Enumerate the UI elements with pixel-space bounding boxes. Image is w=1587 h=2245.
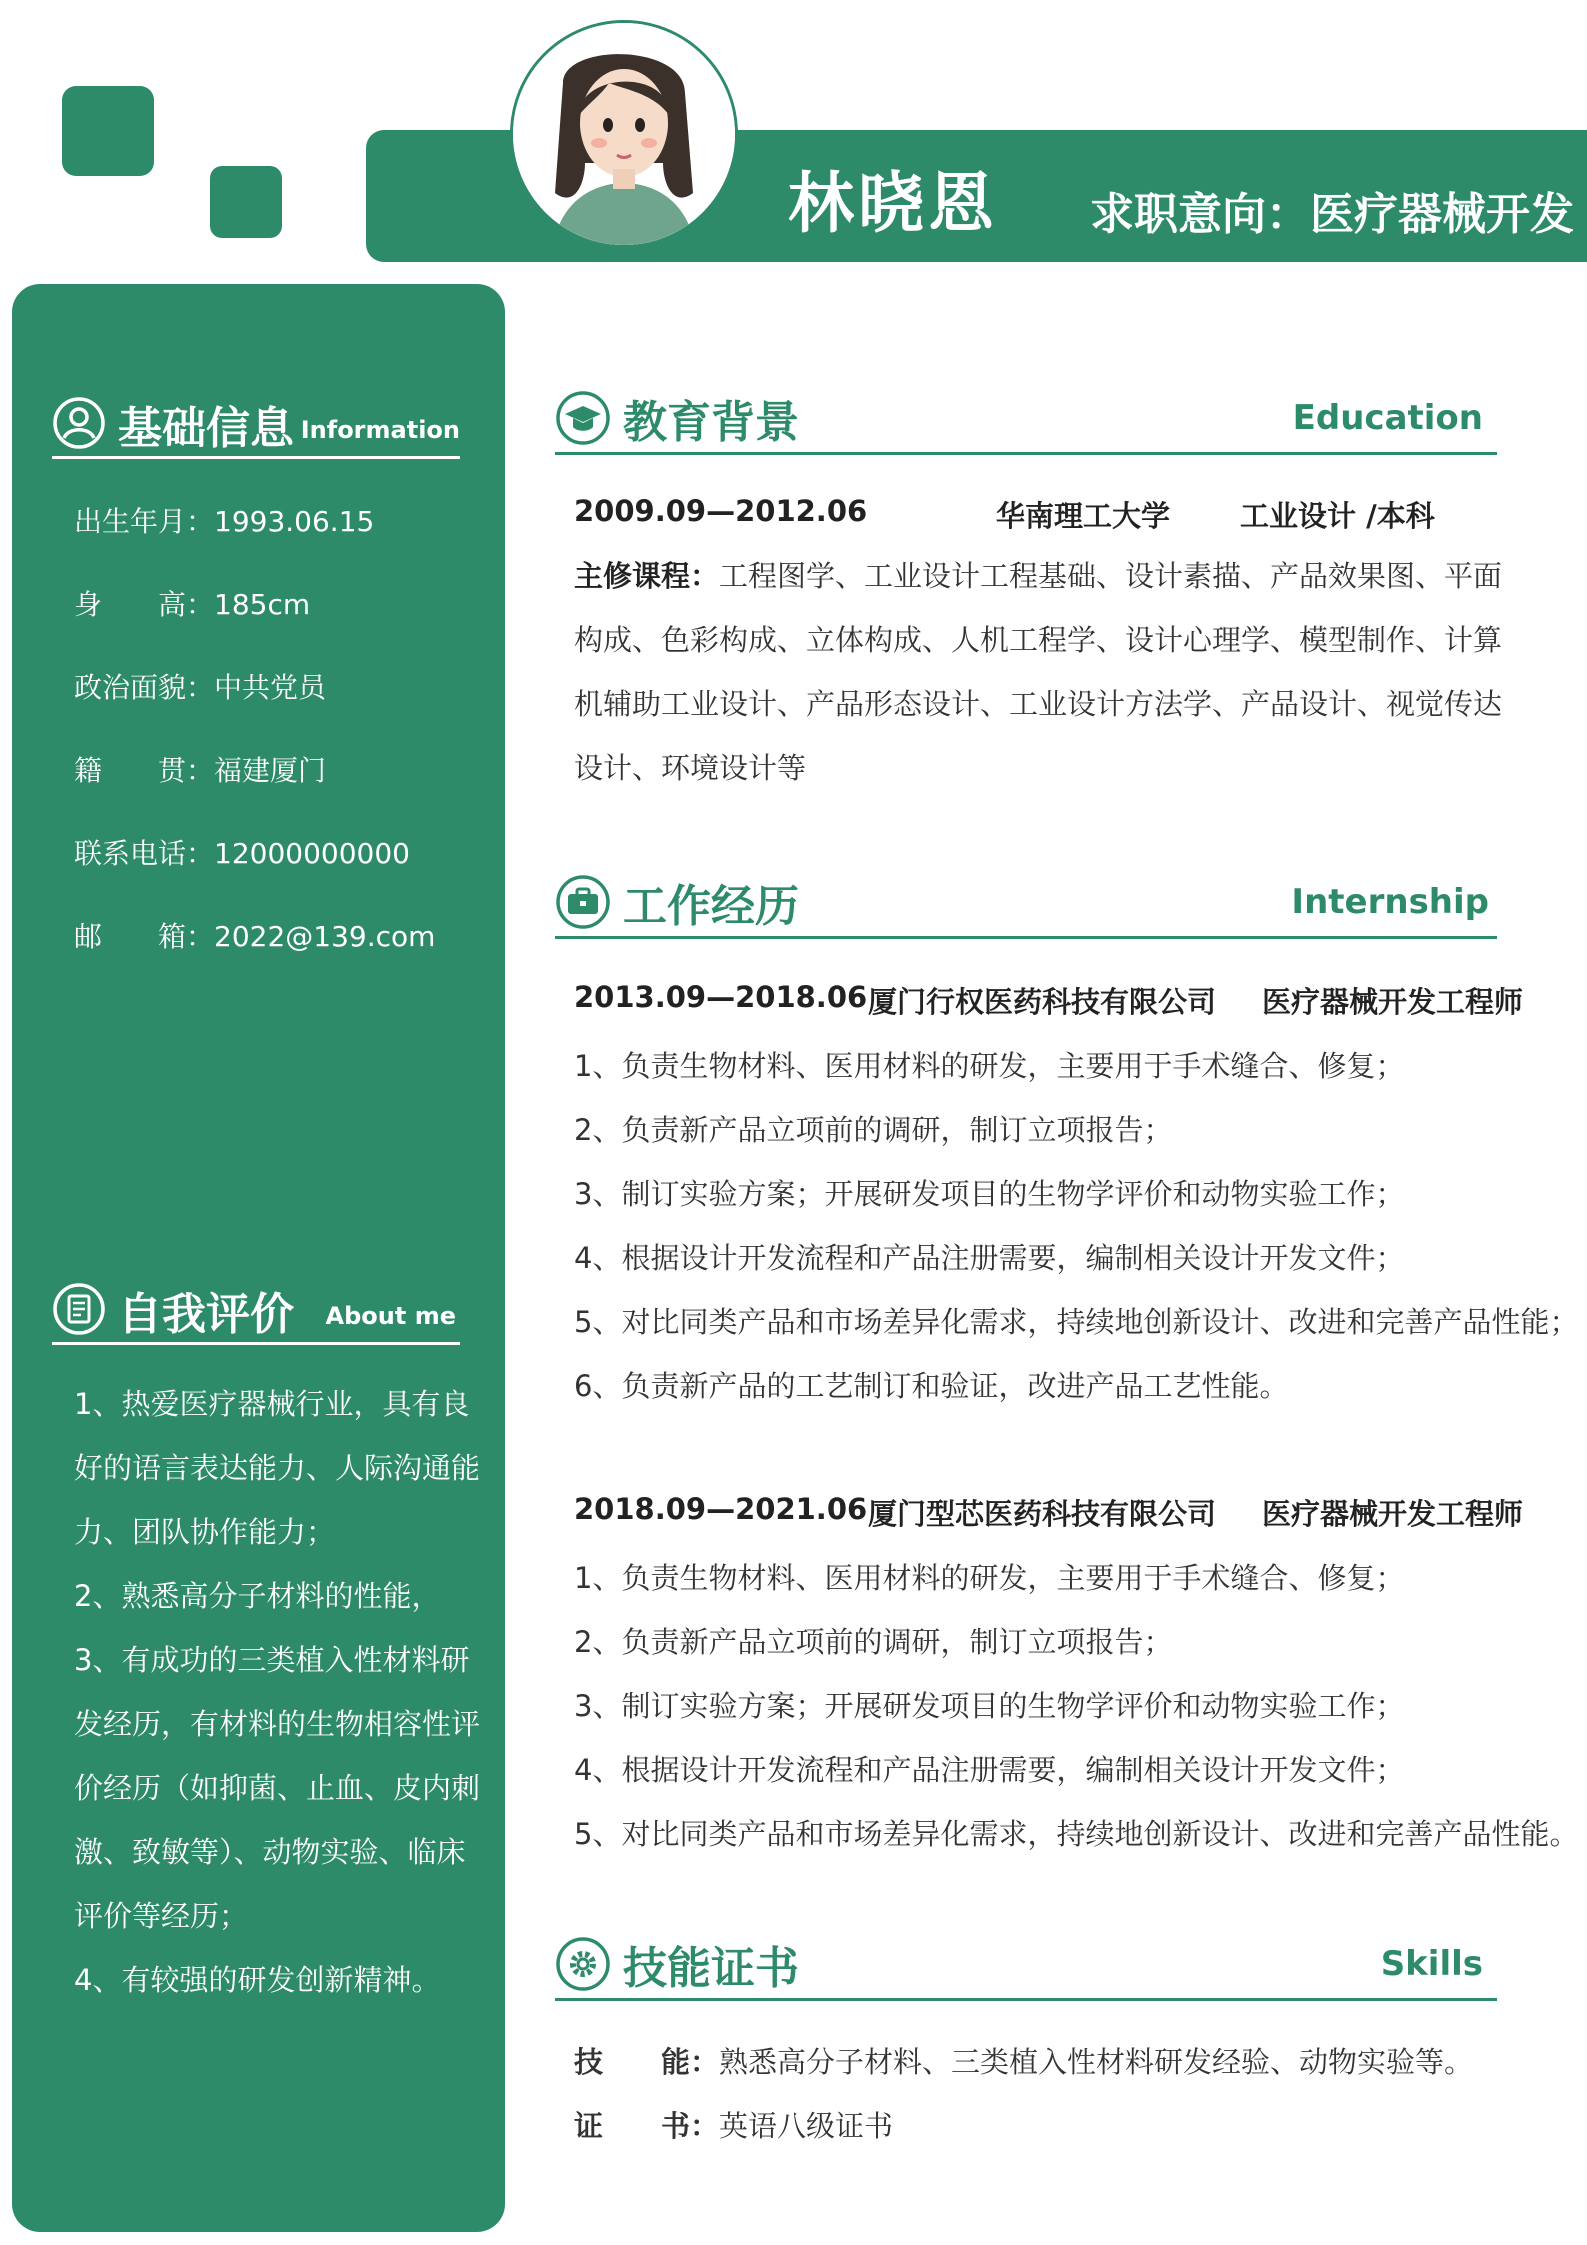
document-icon	[52, 1282, 106, 1336]
user-icon	[52, 396, 106, 450]
job-duty: 2、负责新产品立项前的调研，制订立项报告；	[574, 1625, 1173, 1659]
work-title-en: Internship	[1291, 882, 1489, 922]
basic-info-header	[52, 390, 460, 459]
courses-text: 工程图学、工业设计工程基础、设计素描、产品效果图、平面构成、色彩构成、立体构成、人机工程学、设计心理学、模型制作、计算机辅助工业设计、产品形态设计、工业设计方法学、产品设计、视觉传达设计、环境设计等	[574, 559, 1503, 785]
gear-icon	[555, 1936, 611, 1992]
job-duty: 3、制订实验方案；开展研发项目的生物学评价和动物实验工作；	[574, 1177, 1405, 1211]
job-period: 2018.09—2021.06	[574, 1492, 868, 1526]
job-duty: 4、根据设计开发流程和产品注册需要，编制相关设计开发文件；	[574, 1241, 1405, 1275]
skill-label: 技 能：	[574, 2045, 720, 2079]
self-eval-item: 2、熟悉高分子材料的性能，	[74, 1579, 441, 1613]
avatar	[510, 20, 738, 248]
self-eval-title: 自我评价	[118, 1289, 294, 1340]
self-eval-item: 4、有较强的研发创新精神。	[74, 1963, 441, 1997]
self-eval-item: 1、热爱医疗器械行业，具有良好的语言表达能力、人际沟通能力、团队协作能力；	[74, 1387, 481, 1549]
skill-value: 熟悉高分子材料、三类植入性材料研发经验、动物实验等。	[719, 2045, 1474, 2079]
job-position: 医疗器械开发工程师	[1262, 1497, 1524, 1531]
job-duty: 5、对比同类产品和市场差异化需求，持续地创新设计、改进和完善产品性能。	[574, 1817, 1579, 1851]
job-intent-label: 求职意向：	[1090, 189, 1310, 240]
education-title: 教育背景	[623, 397, 799, 448]
basic-info-title: 基础信息	[118, 403, 294, 454]
candidate-name: 林晓恩	[788, 165, 998, 242]
skill-row	[574, 2040, 1473, 2081]
education-courses	[574, 544, 1504, 800]
self-eval-item: 3、有成功的三类植入性材料研发经历，有材料的生物相容性评价经历（如抑菌、止血、皮内刺激、致敏等）、动物实验、临床评价等经历；	[74, 1643, 481, 1933]
basic-info-title-en: Information	[300, 416, 460, 444]
job-period: 2013.09—2018.06	[574, 980, 868, 1014]
self-eval-header	[52, 1276, 460, 1345]
courses-label: 主修课程：	[574, 559, 720, 593]
job-duty: 4、根据设计开发流程和产品注册需要，编制相关设计开发文件；	[574, 1753, 1405, 1787]
work-title: 工作经历	[623, 881, 799, 932]
education-major: 工业设计 /本科	[1240, 499, 1435, 533]
info-row-height: 身 高：185cm	[74, 588, 311, 621]
info-row-hometown: 籍 贯：福建厦门	[74, 754, 327, 787]
avatar-illustration	[513, 23, 735, 245]
job-duty: 1、负责生物材料、医用材料的研发，主要用于手术缝合、修复；	[574, 1561, 1405, 1595]
cert-label: 证 书：	[574, 2109, 720, 2143]
education-school: 华南理工大学	[996, 499, 1171, 533]
cert-row	[574, 2104, 893, 2145]
info-row-birth: 出生年月：1993.06.15	[74, 505, 375, 538]
graduation-cap-icon	[555, 390, 611, 446]
education-header	[555, 382, 1497, 455]
education-title-en: Education	[1292, 398, 1483, 438]
info-row-phone: 联系电话：12000000000	[74, 837, 410, 870]
info-row-email: 邮 箱：2022@139.com	[74, 920, 436, 953]
job-duty: 1、负责生物材料、医用材料的研发，主要用于手术缝合、修复；	[574, 1049, 1405, 1083]
skills-title: 技能证书	[623, 1943, 799, 1994]
job-position: 医疗器械开发工程师	[1262, 985, 1524, 1019]
job-duty: 2、负责新产品立项前的调研，制订立项报告；	[574, 1113, 1173, 1147]
education-period: 2009.09—2012.06	[574, 494, 868, 528]
decor-square-small	[210, 166, 282, 238]
cert-value: 英语八级证书	[719, 2109, 894, 2143]
job-intent-value: 医疗器械开发	[1310, 189, 1574, 240]
self-eval-title-en: About me	[325, 1302, 456, 1330]
job-company: 厦门行权医药科技有限公司	[868, 985, 1217, 1019]
decor-square-large	[62, 86, 154, 176]
job-company: 厦门型芯医药科技有限公司	[868, 1497, 1217, 1531]
info-row-political: 政治面貌：中共党员	[74, 671, 327, 704]
skills-header	[555, 1928, 1497, 2001]
job-intent	[1090, 178, 1574, 242]
work-header	[555, 866, 1497, 939]
job-duty: 5、对比同类产品和市场差异化需求，持续地创新设计、改进和完善产品性能；	[574, 1305, 1579, 1339]
job-duty: 6、负责新产品的工艺制订和验证，改进产品工艺性能。	[574, 1369, 1289, 1403]
briefcase-icon	[555, 874, 611, 930]
job-duty: 3、制订实验方案；开展研发项目的生物学评价和动物实验工作；	[574, 1689, 1405, 1723]
skills-title-en: Skills	[1380, 1944, 1483, 1984]
